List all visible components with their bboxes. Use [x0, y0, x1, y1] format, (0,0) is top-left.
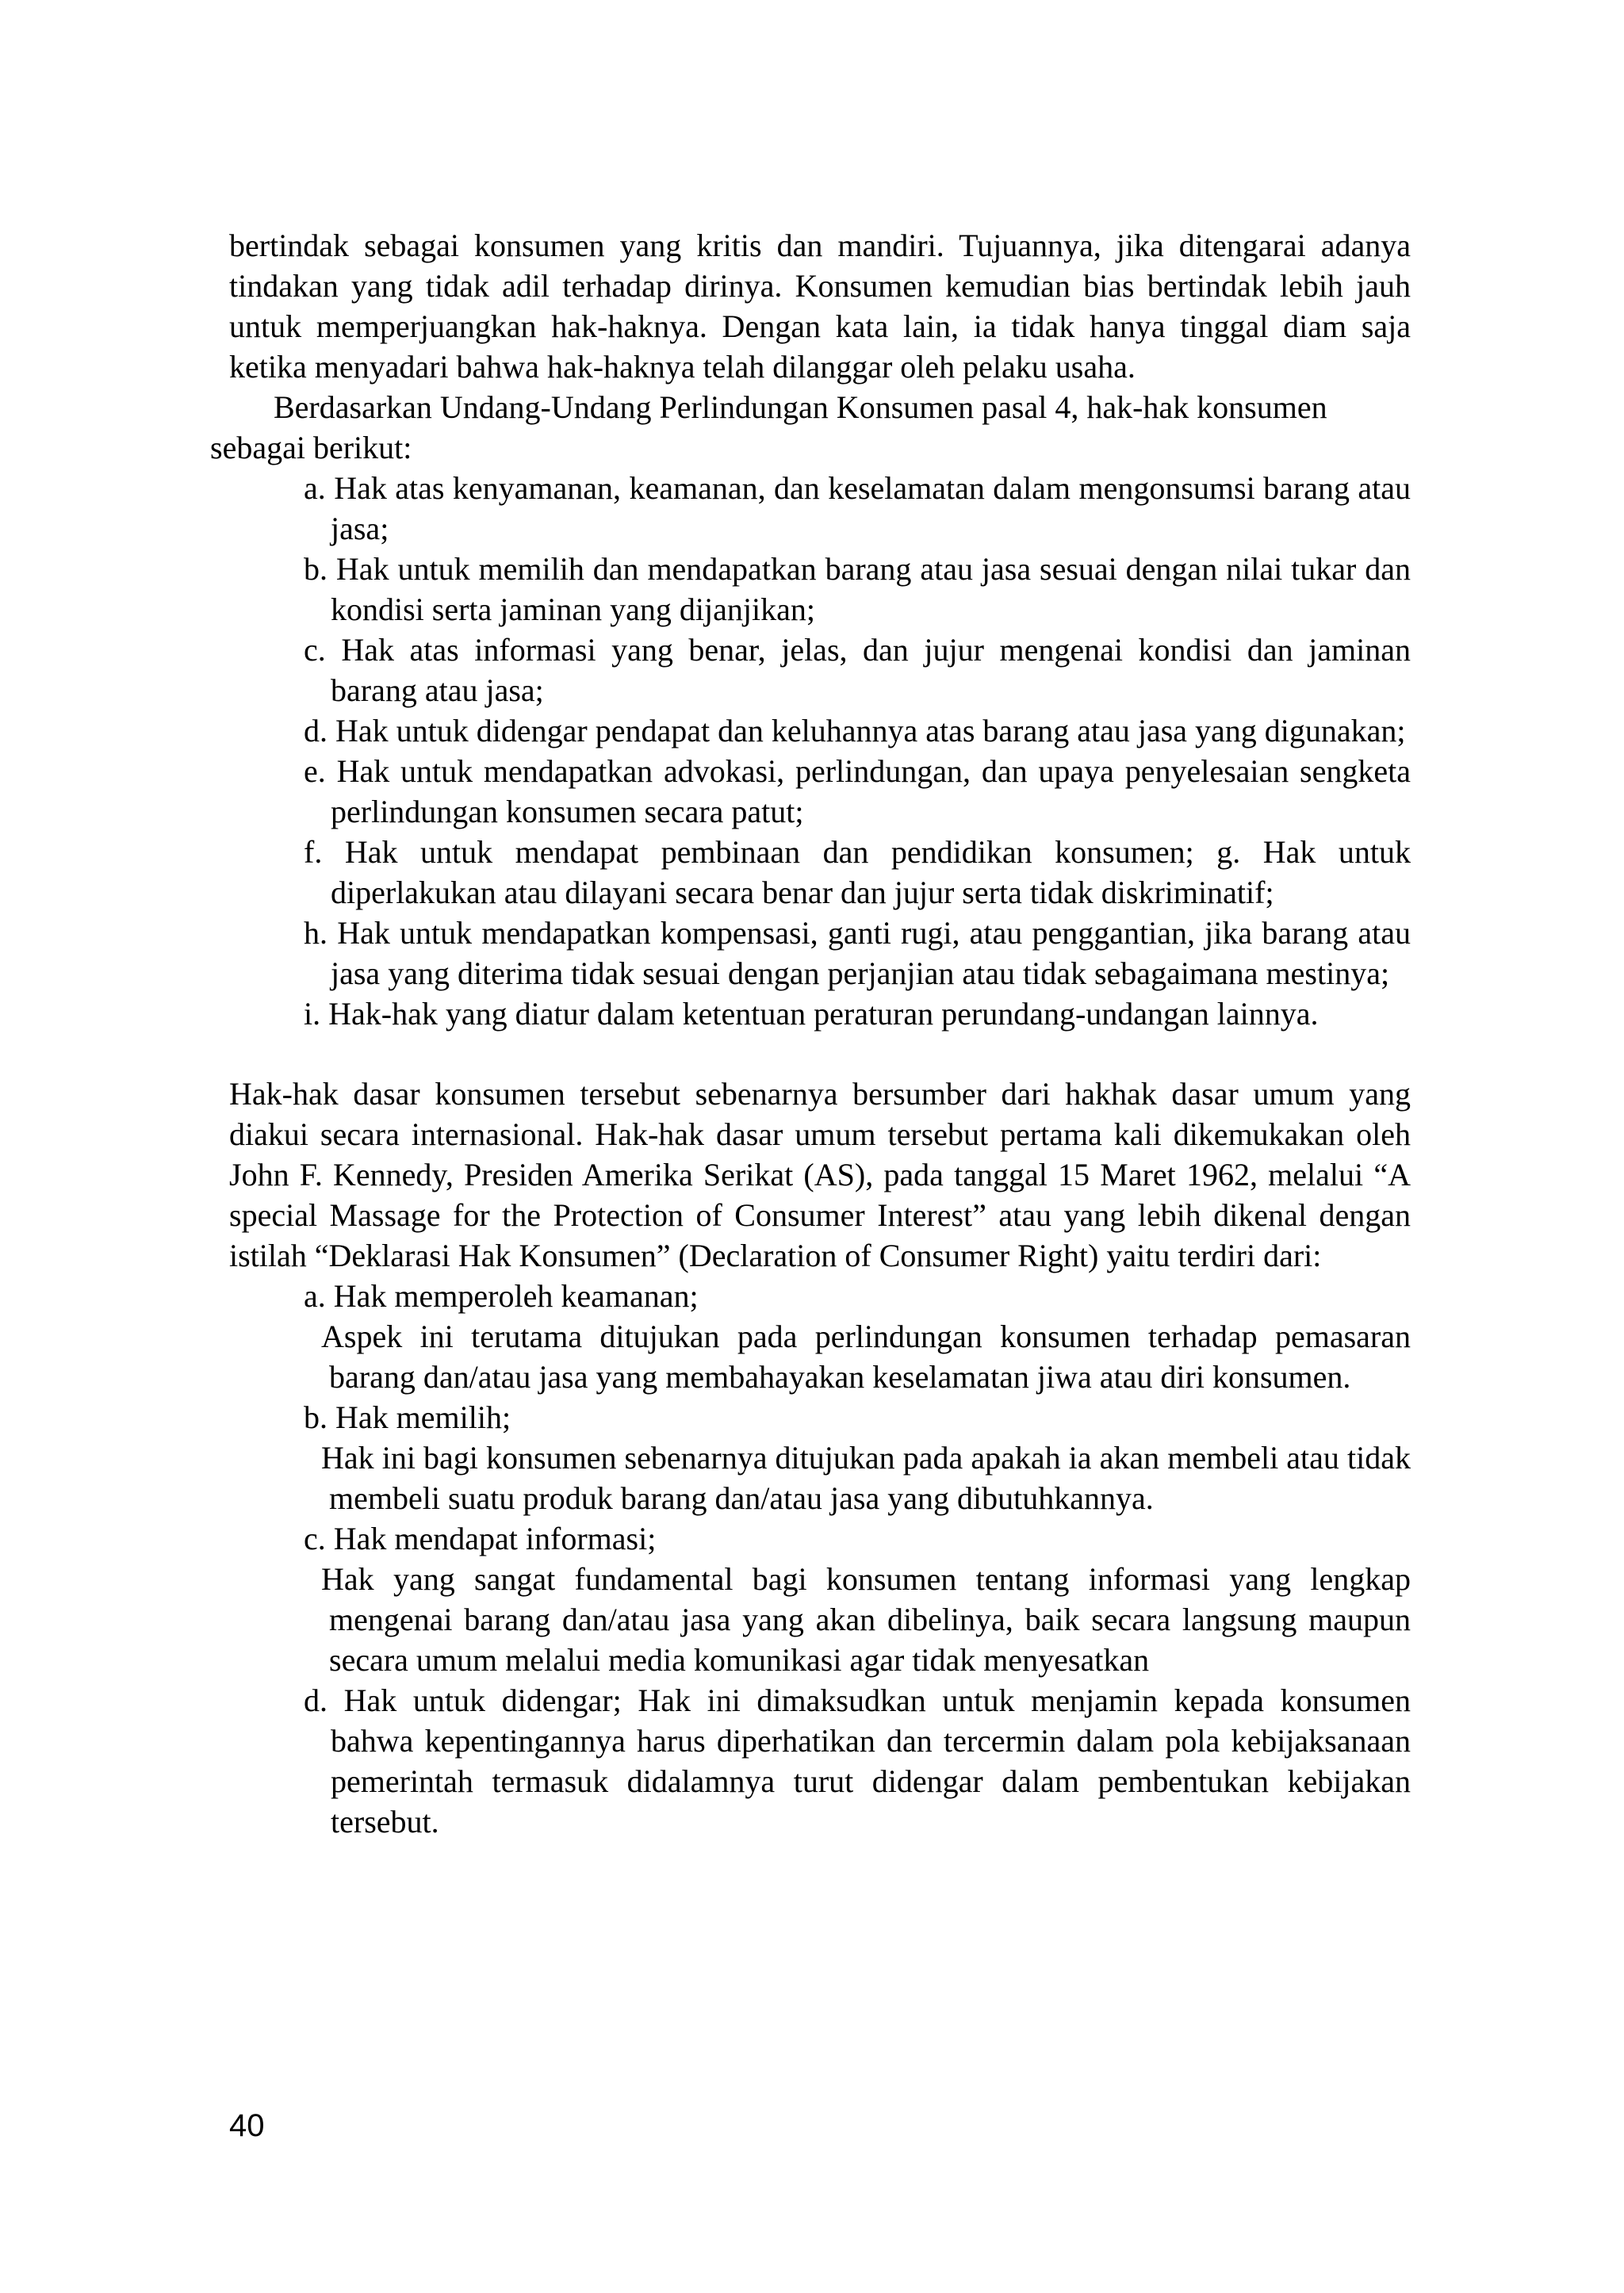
list-item-text: Hak untuk memilih dan mendapatkan barang atau jasa sesuai dengan nilai tukar dan kondisi serta jaminan yang dijanjikan;	[331, 551, 1411, 627]
description-text: Hak yang sangat fundamental bagi konsumen tentang informasi yang lengkap mengenai barang dan/atau jasa yang akan dibelinya, baik secara langsung maupun secara umum melalui media komunikasi agar tidak menyesatkan	[321, 1561, 1411, 1678]
page-number: 40	[229, 2108, 265, 2143]
list-marker: a.	[304, 1278, 326, 1314]
list-item-text: Hak atas kenyamanan, keamanan, dan keselamatan dalam mengonsumsi barang atau jasa;	[331, 470, 1411, 546]
basic-rights-list	[229, 1397, 1411, 1437]
list-marker: c.	[304, 1521, 326, 1556]
list-item-text: Hak untuk mendapat pembinaan dan pendidikan konsumen; g. Hak untuk diperlakukan atau dilayani secara benar dan jujur serta tidak diskriminatif;	[331, 834, 1411, 910]
paragraph-3: Hak-hak dasar konsumen tersebut sebenarnya bersumber dari hakhak dasar umum yang diakui secara internasional. Hak-hak dasar umum tersebut pertama kali dikemukakan oleh John F. Kennedy, Presiden Amerika Serikat (AS), pada tanggal 15 Maret 1962, melalui “A special Massage for the Protection of Consumer Interest” atau yang lebih dikenal dengan istilah “Deklarasi Hak Konsumen” (Declaration of Consumer Right) yaitu terdiri dari:	[229, 1076, 1411, 1273]
list-item-title: Hak untuk didengar;	[343, 1682, 622, 1718]
list-item-text: Hak atas informasi yang benar, jelas, dan jujur mengenai kondisi dan jaminan barang atau jasa;	[331, 632, 1411, 708]
list-marker: f.	[304, 834, 323, 870]
description-text: Aspek ini terutama ditujukan pada perlindungan konsumen terhadap pemasaran barang dan/atau jasa yang membahayakan keselamatan jiwa atau diri konsumen.	[321, 1319, 1411, 1395]
paragraph-1: bertindak sebagai konsumen yang kritis dan mandiri. Tujuannya, jika ditengarai adanya tindakan yang tidak adil terhadap dirinya. Konsumen kemudian bias bertindak lebih jauh untuk memperjuangkan hak-haknya. Dengan kata lain, ia tidak hanya tinggal diam saja ketika menyadari bahwa hak-haknya telah dilanggar oleh pelaku usaha.	[229, 228, 1411, 385]
list-item-text: Hak untuk didengar pendapat dan keluhannya atas barang atau jasa yang digunakan;	[335, 713, 1406, 748]
list-item	[229, 913, 1411, 993]
list-item-description	[229, 1437, 1411, 1518]
list-item	[229, 832, 1411, 913]
list-marker: c.	[304, 632, 326, 668]
list-marker: d.	[304, 713, 327, 748]
description-text: Hak ini bagi konsumen sebenarnya ditujukan pada apakah ia akan membeli atau tidak membeli suatu produk barang dan/atau jasa yang dibutuhkannya.	[321, 1440, 1411, 1516]
paragraph-2-intro: Berdasarkan Undang-Undang Perlindungan Konsumen pasal 4, hak-hak konsumen sebagai berikut:	[210, 389, 1327, 465]
list-item-text: Hak-hak yang diatur dalam ketentuan peraturan perundang-undangan lainnya.	[328, 996, 1319, 1032]
list-marker: e.	[304, 753, 326, 789]
list-marker: b.	[304, 1399, 327, 1435]
list-item	[229, 630, 1411, 710]
list-marker: b.	[304, 551, 327, 587]
list-item-title: Hak memilih;	[335, 1399, 511, 1435]
list-marker: d.	[304, 1682, 327, 1718]
consumer-rights-list	[229, 468, 1411, 1034]
basic-rights-list	[229, 1518, 1411, 1559]
list-marker: a.	[304, 470, 326, 506]
basic-rights-list	[229, 1680, 1411, 1842]
list-item-text: Hak untuk mendapatkan advokasi, perlindungan, dan upaya penyelesaian sengketa perlindungan konsumen secara patut;	[331, 753, 1411, 829]
list-item	[229, 549, 1411, 630]
list-item	[229, 1680, 1411, 1842]
list-item-text: Hak untuk mendapatkan kompensasi, ganti rugi, atau penggantian, jika barang atau jasa yang diterima tidak sesuai dengan perjanjian atau tidak sebagaimana mestinya;	[331, 915, 1411, 991]
list-item-title: Hak mendapat informasi;	[333, 1521, 657, 1556]
list-item	[229, 468, 1411, 549]
list-item-inline-desc: Hak ini dimaksudkan untuk menjamin kepada konsumen bahwa kepentingannya harus diperhatikan dan tercermin dalam pola kebijaksanaan pemerintah termasuk didalamnya turut didengar dalam pembentukan kebijakan tersebut.	[331, 1682, 1411, 1839]
section-gap	[229, 1034, 1411, 1074]
list-item-title: Hak memperoleh keamanan;	[333, 1278, 699, 1314]
list-item	[229, 710, 1411, 751]
list-item	[229, 1518, 1411, 1559]
list-marker: h.	[304, 915, 327, 951]
list-item	[229, 751, 1411, 832]
list-item	[229, 1276, 1411, 1316]
page-content	[210, 225, 1411, 1842]
list-item-description	[229, 1316, 1411, 1397]
list-item-description	[229, 1559, 1411, 1680]
list-item	[229, 1397, 1411, 1437]
list-marker: i.	[304, 996, 321, 1032]
list-item	[229, 993, 1411, 1034]
basic-rights-list	[229, 1276, 1411, 1316]
